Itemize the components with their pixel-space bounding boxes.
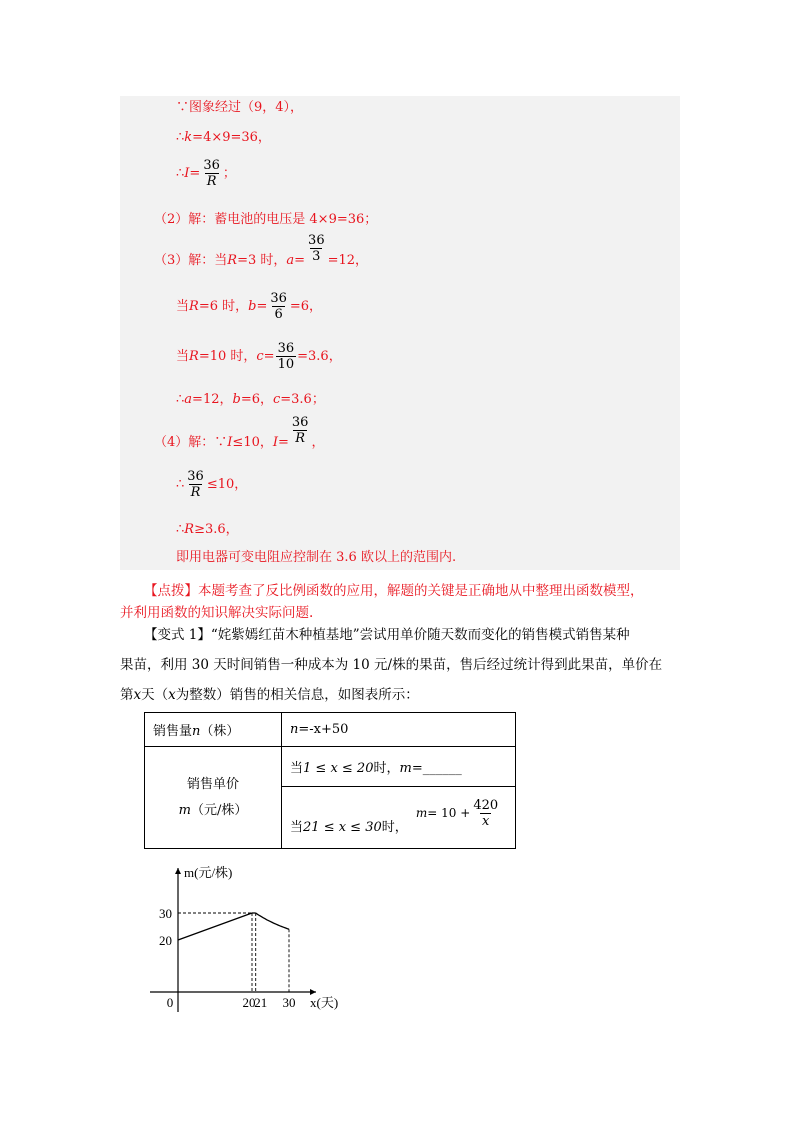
- fraction-36-over-6: [268, 291, 289, 322]
- therefore-symbol: ∴: [176, 392, 185, 407]
- fraction-36-over-10: [276, 341, 297, 372]
- cell-text: 销售量: [153, 724, 193, 739]
- table-row: [145, 747, 516, 787]
- var-m: m: [415, 806, 428, 820]
- solution-text: =6，: [289, 299, 323, 314]
- var-R: R: [189, 349, 199, 364]
- conclusion: [176, 550, 456, 566]
- var-x: x: [168, 687, 176, 703]
- solution-text: =12，: [327, 253, 369, 268]
- part-3: [154, 233, 369, 284]
- solution-line-1: [176, 100, 303, 116]
- condition: 1 ≤ x ≤ 20: [303, 761, 374, 776]
- table-cell: [282, 787, 516, 849]
- problem-line-2: 果苗，利用 30 天时间销售一种成本为 10 元/株的果苗，售后经过统计得到此果苗，单价在: [120, 657, 663, 673]
- solution-text: =3 时，: [237, 253, 287, 268]
- solution-text: ∵图象经过（9，4），: [176, 100, 304, 115]
- var-n: n: [290, 722, 299, 737]
- var-a: a: [286, 253, 295, 268]
- therefore-symbol: ∴: [176, 166, 185, 181]
- solution-text: ≤10，: [206, 477, 248, 492]
- var-b: b: [232, 392, 241, 407]
- equals: =: [256, 299, 268, 314]
- x-tick-label: 21: [254, 995, 268, 1010]
- denominator: 3: [312, 249, 321, 264]
- tip-line-1: 【点拨】本题考查了反比例函数的应用，解题的关键是正确地从中整理出函数模型，: [144, 583, 644, 599]
- equals: =: [278, 435, 289, 450]
- table-cell: [282, 713, 516, 747]
- cell-text: （株）: [200, 724, 240, 739]
- fraction-36-over-3: [306, 233, 327, 264]
- problem-line-3: [120, 686, 419, 704]
- origin-label: 0: [166, 995, 174, 1010]
- solution-text: =4×9=36，: [192, 130, 271, 145]
- x-tick-label: 20: [242, 995, 256, 1010]
- solution-text: =6，: [240, 392, 273, 407]
- denominator: 6: [274, 307, 283, 322]
- var-R: R: [227, 253, 238, 268]
- y-tick-label: 20: [159, 933, 172, 948]
- abc-result: [176, 392, 325, 408]
- var-I: I: [184, 166, 190, 181]
- x-axis-label: x(天): [310, 995, 339, 1010]
- problem-line-1: 【变式 1】“姹紫嫣红苗木种植基地”尝试用单价随天数而变化的销售模式销售某种: [144, 627, 630, 643]
- cell-text: =-x+50: [298, 722, 349, 737]
- cell-text: 时，: [381, 820, 408, 835]
- table-cell: [282, 747, 516, 787]
- var-m: m: [178, 802, 191, 818]
- var-c: c: [272, 392, 281, 407]
- solution-text: （3）解：当: [154, 253, 228, 268]
- solution-text: =3.6；: [280, 392, 325, 407]
- var-R: R: [189, 299, 199, 314]
- price-chart: [140, 860, 360, 1020]
- numerator: 36: [277, 341, 295, 356]
- solution-box: [120, 96, 680, 570]
- fraction-36-over-R: [185, 469, 206, 500]
- equals: =: [294, 253, 306, 268]
- blank: =______: [411, 761, 462, 776]
- y-tick-label: 30: [159, 906, 172, 921]
- numerator: 420: [473, 798, 499, 813]
- y-axis-label: m(元/株): [184, 865, 233, 880]
- var-n: n: [192, 724, 201, 739]
- denominator: R: [295, 431, 306, 446]
- solution-text: =3.6，: [297, 349, 342, 364]
- problem-text: 为整数）销售的相关信息，如图表所示：: [175, 687, 419, 703]
- cell-text: 当: [290, 761, 304, 776]
- fraction-36-over-R: [290, 415, 311, 446]
- var-I: I: [227, 435, 233, 450]
- solution-line-3: [176, 158, 236, 189]
- part-2: [154, 212, 377, 228]
- table-row: [145, 713, 516, 747]
- var-m: m: [399, 761, 412, 776]
- solution-text: ≤10，: [232, 435, 273, 450]
- var-c: c: [256, 349, 264, 364]
- numerator: 36: [270, 291, 287, 306]
- x-tick-label: 30: [282, 995, 296, 1010]
- solution-text: 当: [176, 349, 190, 364]
- therefore-symbol: ∴: [176, 130, 185, 145]
- problem-text: 天（: [141, 687, 169, 703]
- segment-linear: [178, 913, 252, 940]
- table-cell: [145, 747, 282, 849]
- denominator: 10: [277, 357, 295, 372]
- part-3-r6: [176, 290, 322, 324]
- cell-text-line: [153, 798, 273, 824]
- solution-text: ；: [222, 166, 236, 181]
- segment-curve: [256, 913, 289, 929]
- formula: [415, 798, 501, 829]
- solution-text: 当: [176, 299, 190, 314]
- denominator: R: [190, 485, 201, 500]
- solution-text: =10 时，: [198, 349, 257, 364]
- part-3-r10: [176, 340, 342, 374]
- problem-text: 第: [120, 687, 134, 703]
- numerator: 36: [308, 233, 325, 248]
- numerator: 36: [291, 415, 309, 430]
- denominator: R: [206, 174, 217, 189]
- solution-text: =12，: [192, 392, 233, 407]
- table-cell: [145, 713, 282, 747]
- inequality: [176, 468, 247, 502]
- cell-text: 时，: [373, 761, 400, 776]
- tip-line-2: 并利用函数的知识解决实际问题.: [120, 605, 314, 621]
- solution-line-2: [176, 130, 271, 146]
- equals: =: [263, 349, 275, 364]
- var-I: I: [272, 435, 278, 450]
- solution-text: （4）解：∵: [154, 435, 228, 450]
- part-4: [154, 415, 325, 466]
- var-a: a: [184, 392, 193, 407]
- var-k: k: [184, 130, 193, 145]
- info-table: [144, 712, 516, 849]
- equals: = 10 +: [427, 806, 471, 820]
- solution-text: ≥3.6，: [194, 522, 239, 537]
- denominator: x: [482, 814, 490, 829]
- therefore-symbol: ∴: [176, 522, 185, 537]
- cell-text: 销售单价: [186, 776, 239, 792]
- var-R: R: [184, 522, 195, 537]
- solution-text: 即用电器可变电阻应控制在 3.6 欧以上的范围内.: [176, 550, 457, 565]
- solution-text: （2）解：蓄电池的电压是 4×9=36；: [154, 212, 378, 227]
- r-ge-result: [176, 522, 239, 538]
- numerator: 36: [203, 158, 220, 173]
- cell-text: 当: [290, 820, 304, 835]
- solution-text: =6 时，: [198, 299, 249, 314]
- equals: =: [189, 166, 201, 181]
- var-b: b: [248, 299, 257, 314]
- y-axis-arrow: [175, 868, 181, 874]
- condition: 21 ≤ x ≤ 30: [303, 820, 382, 835]
- solution-text: ，: [311, 435, 325, 450]
- cell-text: （元/株）: [190, 802, 248, 818]
- cell-text-group: [290, 820, 408, 835]
- fraction-420-over-x: [471, 798, 500, 829]
- therefore-symbol: ∴: [176, 477, 185, 492]
- var-x: x: [133, 687, 142, 703]
- fraction-36-over-R: [201, 158, 222, 189]
- numerator: 36: [187, 469, 204, 484]
